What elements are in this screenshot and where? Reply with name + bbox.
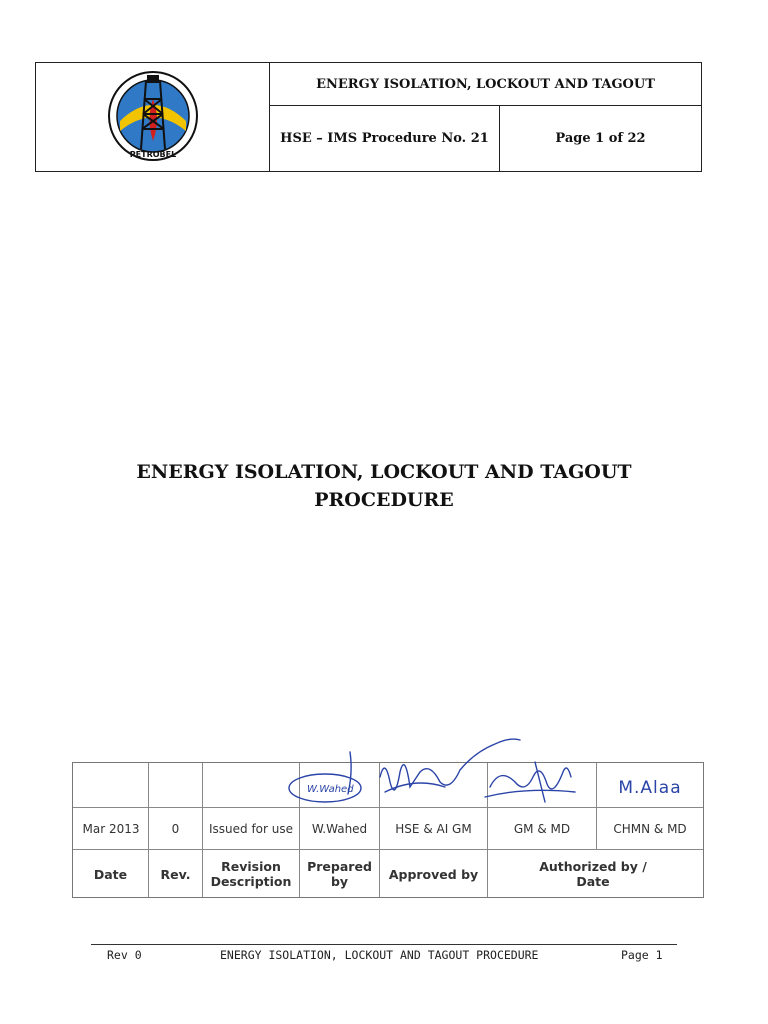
header-revision-description: Revision Description [210, 859, 292, 889]
table-divider [73, 849, 703, 850]
row-rev: 0 [171, 821, 180, 836]
handwritten-signatures [215, 732, 595, 812]
footer-title: ENERGY ISOLATION, LOCKOUT AND TAGOUT PROCEDURE [220, 948, 539, 962]
row-authorized-chmn: CHMN & MD [613, 821, 687, 836]
header-date: Date [93, 866, 128, 882]
signature-chmn-text: M.Alaa [618, 777, 682, 798]
page-title-line1: ENERGY ISOLATION, LOCKOUT AND TAGOUT [136, 461, 632, 483]
header-doc-title: ENERGY ISOLATION, LOCKOUT AND TAGOUT [270, 63, 701, 106]
row-description: Issued for use [208, 821, 294, 836]
header-approved-by: Approved by [388, 866, 479, 882]
page-title-line2: PROCEDURE [314, 489, 454, 511]
document-header [35, 62, 702, 172]
footer-divider [91, 944, 677, 945]
row-authorized-gm: GM & MD [513, 821, 571, 836]
header-rev: Rev. [160, 866, 191, 882]
page-title [84, 458, 684, 514]
header-prepared-by: Prepared by [307, 859, 372, 889]
row-approved-by: HSE & AI GM [395, 821, 472, 836]
logo-cell [36, 63, 270, 171]
header-procedure-no: HSE – IMS Procedure No. 21 [270, 106, 500, 171]
signature-prepared-text: W.Wahed [307, 784, 354, 795]
header-page-of: Page 1 of 22 [555, 131, 646, 146]
row-date: Mar 2013 [82, 821, 140, 836]
footer-page: Page 1 [621, 948, 663, 962]
header-authorized-by: Authorized by / Date [539, 859, 647, 889]
petrobel-logo [106, 69, 200, 163]
footer-rev: Rev 0 [107, 948, 142, 962]
row-prepared-by: W.Wahed [311, 821, 368, 836]
logo-text: PETROBEL [129, 150, 177, 159]
